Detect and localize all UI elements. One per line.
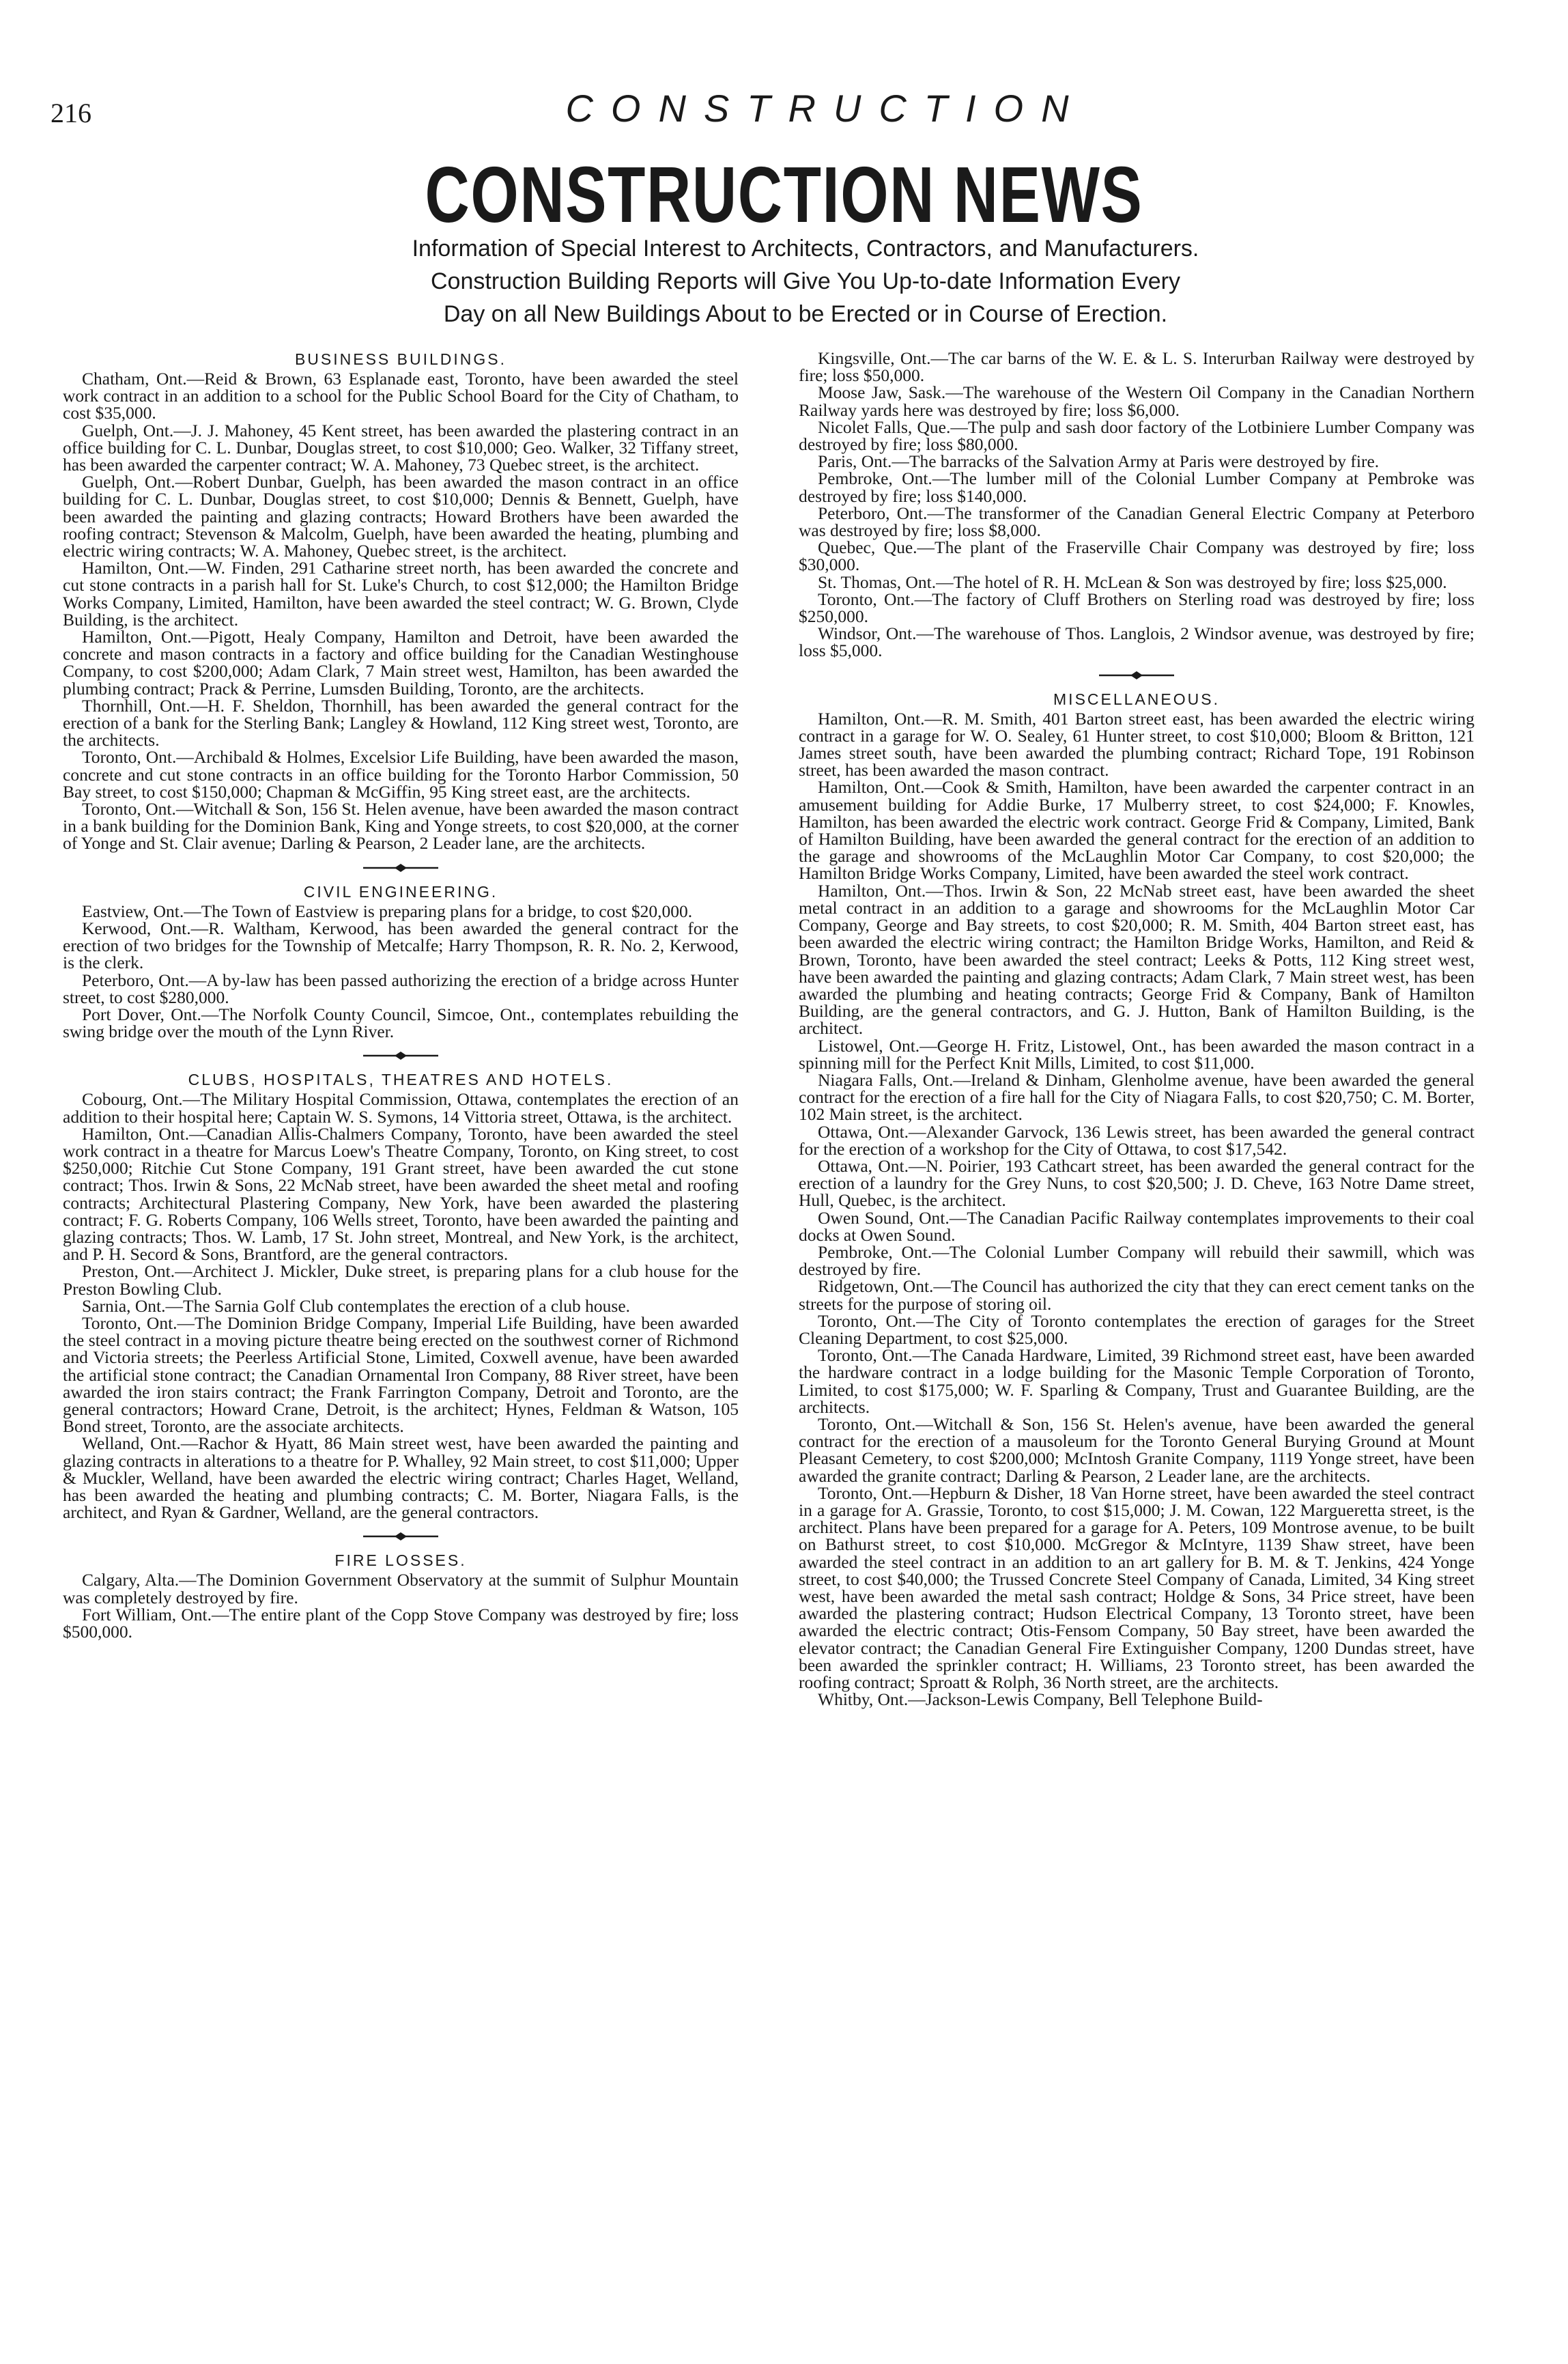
news-item: Cobourg, Ont.—The Military Hospital Commission, Ottawa, contemplates the erection of an addition to their hospital here; Captain W. S. Symons, 14 Vittoria street, Ottawa, is the architect. [63, 1089, 739, 1127]
news-item: Welland, Ont.—Rachor & Hyatt, 86 Main street west, have been awarded the painting and glazing contracts in alterations to a theatre for P. Whalley, 92 Main street, to cost $11,000; Upper & Muckler, Welland, have been awarded the electric wiring contract; Charles Haget, Welland, has been awarded the heating and plumbing contracts; C. M. Borter, Niagara Falls, is the architect, and Ryan & Gardner, Welland, are the general contractors. [63, 1433, 739, 1523]
subtitle-line: Information of Special Interest to Architects, Contractors, and Manufacturers. [412, 236, 1199, 262]
news-item: Peterboro, Ont.—The transformer of the Canadian General Electric Company at Peterboro was destroyed by fire; loss $8,000. [799, 503, 1474, 541]
news-item: Toronto, Ont.—The factory of Cluff Brothers on Sterling road was destroyed by fire; loss $250,000. [799, 589, 1474, 627]
news-item: St. Thomas, Ont.—The hotel of R. H. McLean & Son was destroyed by fire; loss $25,000. [818, 572, 1447, 592]
news-item: Guelph, Ont.—Robert Dunbar, Guelph, has been awarded the mason contract in an office building for C. L. Dunbar, Douglas street, to cost $10,000; Dennis & Bennett, Guelph, have been awarded the painting and glazing contracts; Howard Brothers have been awarded the roofing contract; Stevenson & Malcolm, Guelph, have been awarded the heating, plumbing and electric wiring contracts; W. A. Mahoney, Quebec street, is the architect. [63, 472, 739, 561]
section-divider [63, 1045, 739, 1066]
news-item: Whitby, Ont.—Jackson-Lewis Company, Bell Telephone Build- [818, 1689, 1263, 1710]
news-item: Hamilton, Ont.—W. Finden, 291 Catharine street north, has been awarded the concrete and cut stone contracts in a parish hall for St. Luke's Church, to cost $12,000; the Hamilton Bridge Works Company, Limited, Hamilton, have been awarded the steel contract; W. G. Brown, Clyde Building, is the architect. [63, 558, 739, 630]
news-item: Hamilton, Ont.—Pigott, Healy Company, Hamilton and Detroit, have been awarded the concrete and mason contracts in a factory and office building for the Canadian Westinghouse Company, to cost $200,000; Adam Clark, 7 Main street west, Hamilton, has been awarded the plumbing contract; Prack & Perrine, Lumsden Building, Toronto, are the architects. [63, 627, 739, 699]
news-item: Toronto, Ont.—Hepburn & Disher, 18 Van Horne street, have been awarded the steel contract in a garage for A. Grassie, Toronto, to cost $15,000; J. M. Cowan, 122 Margueretta street, is the architect. Plans have been prepared for a garage for A. Peters, 109 Montrose avenue, to be built on Bathurst street, to cost $10,000. McGregor & McIntyre, 1139 Shaw street, have been awarded the steel contract in an addition to an art gallery for B. M. & T. Jenkins, 424 Yonge street, to cost $40,000; the Trussed Concrete Steel Company of Canada, Limited, 34 King street west, have been awarded the metal sash contract; Holdge & Sons, 34 Price street, have been awarded the plastering contract; Hudson Electrical Company, 13 Toronto street, have been awarded the electric contract; Otis-Fensom Company, 50 Bay street, have been awarded the elevator contract; the Canadian General Fire Extinguisher Company, 1200 Dundas street, have been awarded the sprinkler contract; H. Williams, 23 Toronto street, has been awarded the roofing contract; Sproatt & Rolph, 36 North street, are the architects. [799, 1482, 1474, 1693]
news-item: Toronto, Ont.—The Dominion Bridge Company, Imperial Life Building, have been awarded the steel contract in a moving picture theatre being erected on the southwest corner of Richmond and Victoria streets; the Peerless Artificial Stone, Limited, Coxwell avenue, have been awarded the artificial stone contract; the Canadian Ornamental Iron Company, 88 River street, have been awarded the iron stairs contract; the Frank Farrington Company, Detroit and Toronto, are the general contractors; Howard Crane, Detroit, is the architect; Hynes, Feldman & Watson, 105 Bond street, Toronto, are the associate architects. [63, 1312, 739, 1437]
news-item: Moose Jaw, Sask.—The warehouse of the Western Oil Company in the Canadian Northern Railway yards here was destroyed by fire; loss $6,000. [799, 382, 1474, 420]
news-item: Owen Sound, Ont.—The Canadian Pacific Railway contemplates improvements to their coal docks at Owen Sound. [799, 1207, 1474, 1245]
page-number: 216 [51, 98, 91, 128]
news-item: Toronto, Ont.—Archibald & Holmes, Excelsior Life Building, have been awarded the mason, concrete and cut stone contracts in an office building for the Toronto Harbor Commission, 50 Bay street, to cost $150,000; Chapman & McGiffin, 95 King street east, are the architects. [63, 747, 739, 802]
section-heading: FIRE LOSSES. [334, 1551, 467, 1570]
section-heading: BUSINESS BUILDINGS. [294, 350, 507, 368]
news-item: Toronto, Ont.—Witchall & Son, 156 St. Helen's avenue, have been awarded the general contract for the erection of a mausoleum for the Toronto General Burying Ground at Mount Pleasant Cemetery, to cost $200,000; McIntosh Granite Company, 1119 Yonge street, have been awarded the granite contract; Darling & Pearson, 2 Leader lane, are the architects. [799, 1413, 1474, 1486]
news-item: Paris, Ont.—The barracks of the Salvation Army at Paris were destroyed by fire. [818, 451, 1380, 472]
section-heading: CIVIL ENGINEERING. [303, 882, 498, 901]
subtitle-line: Construction Building Reports will Give You Up-to-date Information Every [431, 268, 1180, 294]
news-item: Hamilton, Ont.—Canadian Allis-Chalmers Company, Toronto, have been awarded the steel work contract in a theatre for Marcus Loew's Theatre Company, Toronto, on King street, to cost $250,000; Ritchie Cut Stone Company, 191 Grant street, have been awarded the cut stone contract; Thos. Irwin & Sons, 22 McNab street, have been awarded the sheet metal and roofing contracts; Architectural Plastering Company, New York, have been awarded the plastering contract; F. G. Roberts Company, 106 Wells street, Toronto, have been awarded the painting and glazing contracts; Thos. W. Lamb, 17 St. John street, Montreal, and New York, is the architect, and P. H. Secord & Sons, Brantford, are the general contractors. [63, 1123, 739, 1265]
news-item: Nicolet Falls, Que.—The pulp and sash door factory of the Lotbiniere Lumber Company was destroyed by fire; loss $80,000. [799, 417, 1474, 455]
left-column [63, 350, 739, 1640]
news-item: Toronto, Ont.—The Canada Hardware, Limited, 39 Richmond street east, have been awarded the hardware contract in a lodge building for the Masonic Temple Corporation of Toronto, Limited, to cost $175,000; W. F. Sparling & Company, Trust and Guarantee Building, are the architects. [799, 1345, 1474, 1417]
news-item: Toronto, Ont.—The City of Toronto contemplates the erection of garages for the Street Cleaning Department, to cost $25,000. [799, 1310, 1474, 1348]
section-divider [799, 665, 1474, 686]
news-item: Fort William, Ont.—The entire plant of the Copp Stove Company was destroyed by fire; loss $500,000. [63, 1604, 739, 1642]
news-item: Hamilton, Ont.—R. M. Smith, 401 Barton street east, has been awarded the electric wiring contract in a garage for W. O. Sealey, 61 Hunter street, to cost $10,000; Bloom & Britton, 121 James street south, have been awarded the plumbing contract; Richard Tope, 191 Robinson street, has been awarded the mason contract. [799, 708, 1474, 780]
news-item: Ridgetown, Ont.—The Council has authorized the city that they can erect cement tanks on the streets for the purpose of storing oil. [799, 1276, 1474, 1314]
right-column [799, 350, 1474, 1708]
news-item: Preston, Ont.—Architect J. Mickler, Duke street, is preparing plans for a club house for the Preston Bowling Club. [63, 1261, 739, 1299]
news-item: Ottawa, Ont.—N. Poirier, 193 Cathcart street, has been awarded the general contract for the erection of a laundry for the Grey Nuns, to cost $20,500; J. D. Cheve, 163 Notre Dame street, Hull, Quebec, is the architect. [799, 1155, 1474, 1211]
news-item: Listowel, Ont.—George H. Fritz, Listowel, Ont., has been awarded the mason contract in a spinning mill for the Perfect Knit Mills, Limited, to cost $11,000. [799, 1035, 1474, 1073]
news-item: Hamilton, Ont.—Thos. Irwin & Son, 22 McNab street east, have been awarded the sheet metal contract in an addition to a garage and showrooms for the McLaughlin Motor Car Company, George and Bay streets, to cost $20,000; R. M. Smith, 404 Barton street east, has been awarded the electric wiring contract; the Hamilton Bridge Works, Hamilton, and Reid & Brown, Toronto, have been awarded the steel contract; Leeks & Potts, 112 King street west, have been awarded the painting and glazing contracts; Adam Clark, 7 Main street west, has been awarded the plumbing and heating contracts; George Frid & Company, Bank of Hamilton Building, are the general contractors, and G. J. Hutton, Bank of Hamilton Building, is the architect. [799, 880, 1474, 1039]
subtitle-line: Day on all New Buildings About to be Erected or in Course of Erection. [443, 301, 1168, 327]
section-heading: CLUBS, HOSPITALS, THEATRES AND HOTELS. [188, 1071, 614, 1089]
running-head: CONSTRUCTION [565, 87, 1087, 130]
news-item: Kingsville, Ont.—The car barns of the W. E. & L. S. Interurban Railway were destroyed by fire; loss $50,000. [799, 348, 1474, 386]
news-item: Sarnia, Ont.—The Sarnia Golf Club contemplates the erection of a club house. [82, 1295, 631, 1316]
news-item: Windsor, Ont.—The warehouse of Thos. Langlois, 2 Windsor avenue, was destroyed by fire; loss $5,000. [799, 623, 1474, 661]
news-item: Pembroke, Ont.—The Colonial Lumber Company will rebuild their sawmill, which was destroyed by fire. [799, 1241, 1474, 1280]
news-item: Thornhill, Ont.—H. F. Sheldon, Thornhill, has been awarded the general contract for the erection of a bank for the Sterling Bank; Langley & Howland, 112 King street west, Toronto, are the architects. [63, 695, 739, 750]
section-divider [63, 858, 739, 878]
news-item: Kerwood, Ont.—R. Waltham, Kerwood, has been awarded the general contract for the erection of two bridges for the Township of Metcalfe; Harry Thompson, R. R. No. 2, Kerwood, is the clerk. [63, 918, 739, 973]
news-item: Port Dover, Ont.—The Norfolk County Council, Simcoe, Ont., contemplates rebuilding the swing bridge over the mouth of the Lynn River. [63, 1004, 739, 1042]
news-item: Ottawa, Ont.—Alexander Garvock, 136 Lewis street, has been awarded the general contract for the erection of a workshop for the City of Ottawa, to cost $17,542. [799, 1121, 1474, 1159]
news-item: Toronto, Ont.—Witchall & Son, 156 St. Helen avenue, have been awarded the mason contract in a bank building for the Dominion Bank, King and Yonge streets, to cost $20,000, at the corner of Yonge and St. Clair avenue; Darling & Pearson, 2 Leader lane, are the architects. [63, 799, 739, 854]
section-divider [63, 1526, 739, 1547]
news-item: Niagara Falls, Ont.—Ireland & Dinham, Glenholme avenue, have been awarded the general contract for the erection of a fire hall for the City of Niagara Falls, to cost $20,750; C. M. Borter, 102 Main street, is the architect. [799, 1069, 1474, 1125]
news-item: Calgary, Alta.—The Dominion Government Observatory at the summit of Sulphur Mountain was completely destroyed by fire. [63, 1570, 739, 1607]
news-item: Guelph, Ont.—J. J. Mahoney, 45 Kent street, has been awarded the plastering contract in an office building for C. L. Dunbar, Douglas street, to cost $10,000; Geo. Walker, 32 Tiffany street, has been awarded the carpenter contract; W. A. Mahoney, 73 Quebec street, is the architect. [63, 420, 739, 475]
news-item: Peterboro, Ont.—A by-law has been passed authorizing the erection of a bridge across Hunter street, to cost $280,000. [63, 970, 739, 1007]
section-heading: MISCELLANEOUS. [1053, 690, 1220, 708]
news-item: Hamilton, Ont.—Cook & Smith, Hamilton, have been awarded the carpenter contract in an amusement building for Addie Burke, 17 Mulberry street, to cost $24,000; F. Knowles, Hamilton, has been awarded the electric work contract. George Frid & Company, Limited, Bank of Hamilton Building, have been awarded the general contract for the erection of an addition to the garage and showrooms of the McLaughlin Motor Car Company, to cost $20,000; the Hamilton Bridge Works Company, Limited, have been awarded the steel work contract. [799, 777, 1474, 884]
news-item: Eastview, Ont.—The Town of Eastview is preparing plans for a bridge, to cost $20,000. [82, 901, 693, 921]
news-item: Chatham, Ont.—Reid & Brown, 63 Esplanade east, Toronto, have been awarded the steel work contract in an addition to a school for the Public School Board for the City of Chatham, to cost $35,000. [63, 369, 739, 423]
news-item: Quebec, Que.—The plant of the Fraserville Chair Company was destroyed by fire; loss $30,000. [799, 537, 1474, 575]
subtitle [225, 232, 1386, 330]
news-item: Pembroke, Ont.—The lumber mill of the Colonial Lumber Company at Pembroke was destroyed by fire; loss $140,000. [799, 468, 1474, 506]
page-title: CONSTRUCTION NEWS [425, 150, 1143, 239]
